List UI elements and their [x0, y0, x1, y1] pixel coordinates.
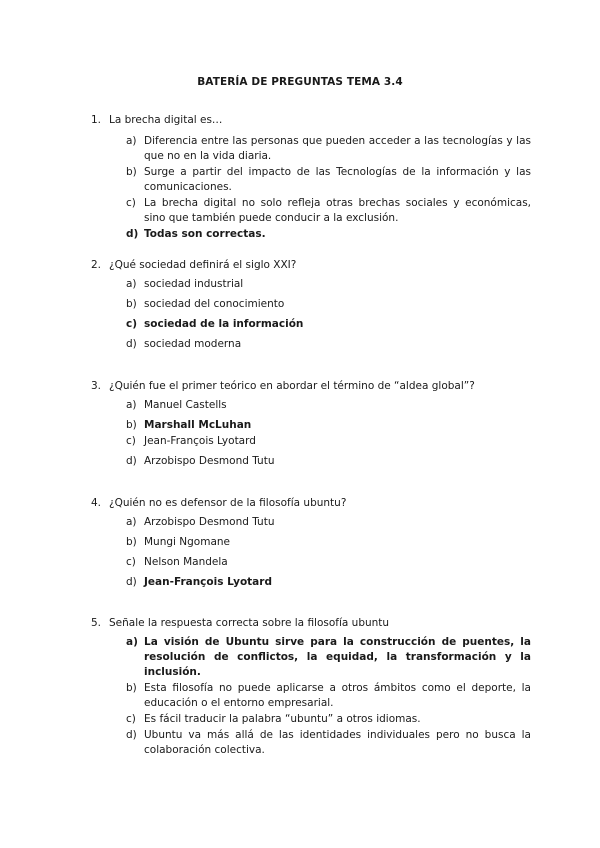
option-letter: b) [126, 298, 137, 310]
option-letter: b) [126, 682, 137, 694]
option-letter: d) [126, 338, 137, 350]
option-d [126, 337, 531, 352]
option-letter: a) [126, 399, 137, 411]
question-text: ¿Quién fue el primer teórico en abordar el término de “aldea global”? [109, 380, 475, 392]
option-text: Nelson Mandela [144, 556, 228, 568]
question-stem [91, 379, 531, 393]
option-letter: b) [126, 536, 137, 548]
option-d [126, 454, 531, 469]
page-title: BATERÍA DE PREGUNTAS TEMA 3.4 [197, 76, 403, 88]
option-text: Mungi Ngomane [144, 536, 231, 548]
option-text: Ubuntu va más allá de las identidades individuales pero no busca la colaboración colectiva. [144, 729, 531, 756]
option-c [126, 434, 531, 449]
option-text: Marshall McLuhan [144, 419, 252, 431]
option-a [126, 398, 531, 413]
options-list [91, 134, 531, 242]
option-letter: c) [126, 556, 136, 568]
option-letter: d) [126, 228, 139, 240]
question-2 [91, 258, 531, 352]
option-b [126, 681, 531, 711]
question-text: ¿Qué sociedad definirá el siglo XXI? [109, 259, 297, 271]
option-b [126, 297, 531, 312]
options-list [91, 277, 531, 352]
question-text: ¿Quién no es defensor de la filosofía ubuntu? [109, 497, 347, 509]
question-stem [91, 113, 531, 127]
options-list [91, 515, 531, 590]
option-text: Es fácil traducir la palabra “ubuntu” a otros idiomas. [144, 713, 421, 725]
options-list [91, 398, 531, 469]
option-d [126, 728, 531, 758]
option-letter: b) [126, 419, 137, 431]
option-c [126, 712, 531, 727]
option-a [126, 277, 531, 292]
option-text: sociedad industrial [144, 278, 244, 290]
option-text: Arzobispo Desmond Tutu [144, 516, 275, 528]
question-number: 2. [91, 259, 102, 271]
option-text: Jean-François Lyotard [144, 576, 272, 588]
option-text: sociedad del conocimiento [144, 298, 285, 310]
option-letter: c) [126, 318, 138, 330]
option-c-correct [126, 317, 531, 332]
option-letter: a) [126, 516, 137, 528]
option-text: Arzobispo Desmond Tutu [144, 455, 275, 467]
question-stem [91, 496, 531, 510]
option-text: Esta filosofía no puede aplicarse a otros ámbitos como el deporte, la educación o el entorno empresarial. [144, 682, 531, 709]
question-text: La brecha digital es… [109, 114, 223, 126]
question-number: 3. [91, 380, 102, 392]
option-b [126, 535, 531, 550]
option-d-correct [126, 575, 531, 590]
question-stem [91, 616, 531, 630]
question-number: 1. [91, 114, 102, 126]
option-text: sociedad de la información [144, 318, 304, 330]
option-text: Jean-François Lyotard [144, 435, 256, 447]
question-stem [91, 258, 531, 272]
option-a [126, 515, 531, 530]
option-letter: d) [126, 455, 137, 467]
option-text: La brecha digital no solo refleja otras brechas sociales y económicas, sino que también puede conducir a la exclusión. [144, 197, 531, 224]
option-text: Surge a partir del impacto de las Tecnologías de la información y las comunicaciones. [144, 166, 531, 193]
option-text: sociedad moderna [144, 338, 242, 350]
option-text: Todas son correctas. [144, 228, 266, 240]
option-b [126, 165, 531, 195]
question-number: 4. [91, 497, 102, 509]
option-letter: d) [126, 576, 137, 588]
option-text: La visión de Ubuntu sirve para la construcción de puentes, la resolución de conflictos, la equidad, la transformación y la inclusión. [144, 636, 531, 678]
option-letter: a) [126, 135, 137, 147]
option-text: Diferencia entre las personas que pueden acceder a las tecnologías y las que no en la vida diaria. [144, 135, 531, 162]
option-b-correct [126, 418, 531, 433]
option-letter: d) [126, 729, 137, 741]
option-letter: a) [126, 278, 137, 290]
option-letter: a) [126, 636, 138, 648]
question-3 [91, 379, 531, 469]
question-4 [91, 496, 531, 590]
option-text: Manuel Castells [144, 399, 227, 411]
option-letter: b) [126, 166, 137, 178]
question-5 [91, 616, 531, 758]
option-letter: c) [126, 197, 136, 209]
option-letter: c) [126, 435, 136, 447]
option-d-correct [126, 227, 531, 242]
question-1 [91, 113, 531, 242]
question-text: Señale la respuesta correcta sobre la filosofía ubuntu [109, 617, 390, 629]
question-number: 5. [91, 617, 102, 629]
option-a-correct [126, 635, 531, 680]
option-c [126, 555, 531, 570]
options-list [91, 635, 531, 758]
option-a [126, 134, 531, 164]
option-letter: c) [126, 713, 136, 725]
option-c [126, 196, 531, 226]
